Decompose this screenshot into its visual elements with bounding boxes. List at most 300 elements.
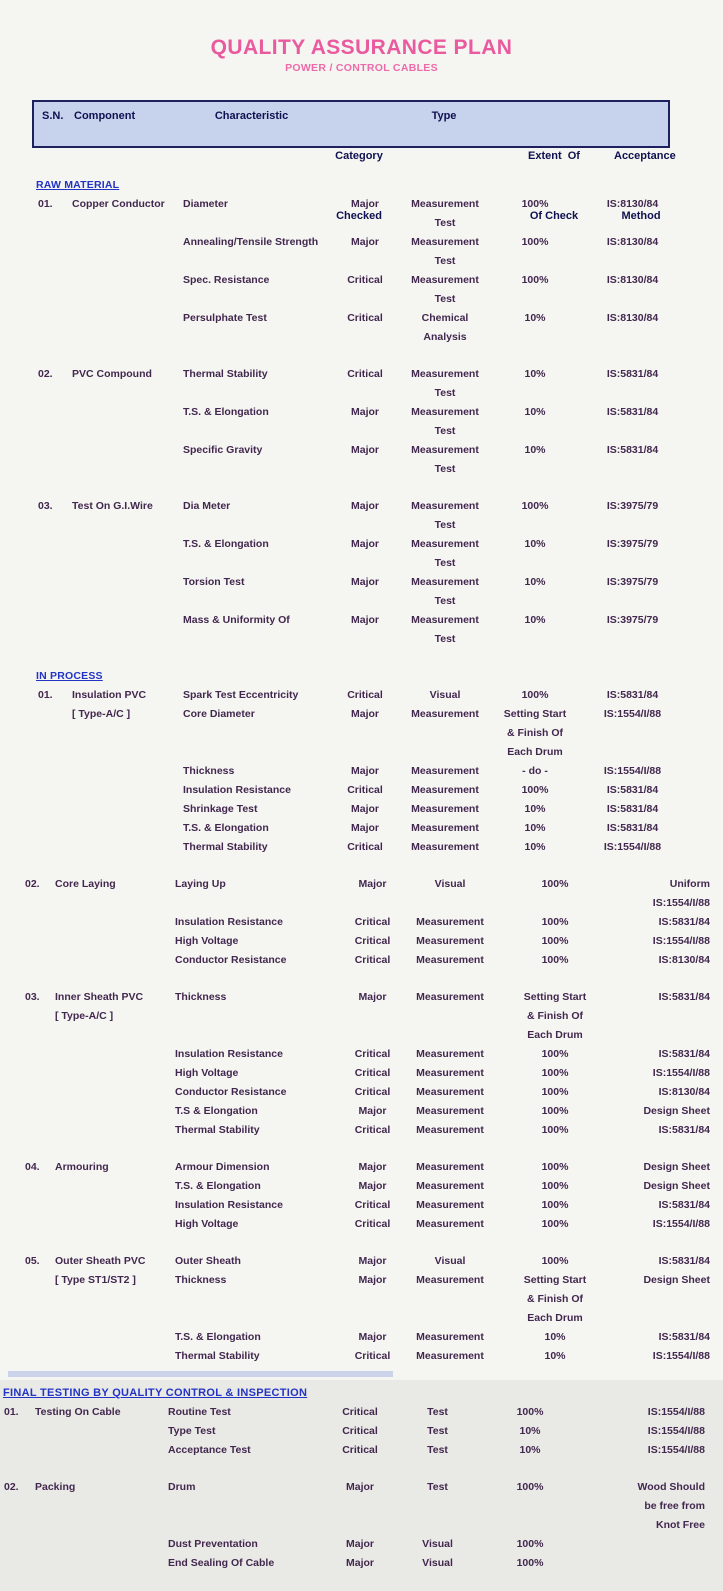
- cell-type: [405, 1121, 495, 1140]
- cell-extent-line: Each Drum: [507, 746, 563, 758]
- component-name-line: [ Type-A/C ]: [55, 1010, 114, 1022]
- cell-characteristic-line: Thermal Stability: [175, 1350, 260, 1362]
- cell-characteristic-line: Type Test: [168, 1425, 216, 1437]
- component-name-line: Copper Conductor: [72, 198, 165, 210]
- cell-extent: [490, 819, 580, 838]
- component-name-line: Armouring: [55, 1161, 109, 1173]
- cell-extent-line: 100%: [521, 236, 549, 248]
- cell-type-line: Measurement: [416, 1274, 484, 1286]
- cell-acceptance: [580, 573, 685, 592]
- component-item: [0, 1252, 723, 1366]
- cell-extent-line: 10%: [524, 444, 546, 456]
- cell-category-line: Critical: [354, 954, 391, 966]
- table-row: [175, 1252, 723, 1271]
- cell-extent-line: 100%: [541, 1218, 569, 1230]
- table-row: [168, 1441, 723, 1460]
- cell-characteristic: [183, 705, 330, 724]
- cell-characteristic-line: Outer Sheath: [175, 1255, 241, 1267]
- cell-extent: [495, 951, 615, 970]
- cell-characteristic-line: T.S. & Elongation: [183, 538, 269, 550]
- cell-acceptance-line: IS:1554/I/88: [603, 708, 662, 720]
- cell-type-line: Test: [427, 1425, 448, 1437]
- cell-extent-line: 10%: [524, 538, 546, 550]
- cell-characteristic: [183, 800, 330, 819]
- cell-category: [330, 1478, 390, 1497]
- cell-extent: [495, 1121, 615, 1140]
- table-row: [183, 403, 723, 441]
- cell-acceptance-line: Design Sheet: [643, 1274, 710, 1286]
- cell-type-line: Measurement: [416, 1218, 484, 1230]
- page-subtitle: POWER / CONTROL CABLES: [285, 62, 438, 74]
- cell-acceptance-line: IS:5831/84: [606, 444, 659, 456]
- cell-extent: [495, 1347, 615, 1366]
- cell-characteristic-line: T.S & Elongation: [175, 1105, 258, 1117]
- cell-category: [340, 1347, 405, 1366]
- cell-acceptance: [575, 1441, 705, 1460]
- cell-characteristic: [175, 932, 340, 951]
- cell-extent-line: & Finish Of: [527, 1293, 583, 1305]
- section-heading: FINAL TESTING BY QUALITY CONTROL & INSPECTION: [3, 1387, 308, 1399]
- cell-category-line: Major: [345, 1557, 374, 1569]
- cell-acceptance: [580, 800, 685, 819]
- cell-acceptance: [615, 1347, 710, 1366]
- cell-type: [405, 875, 495, 894]
- cell-extent-line: 10%: [524, 368, 546, 380]
- cell-characteristic-line: Insulation Resistance: [175, 1048, 283, 1060]
- table-row: [183, 365, 723, 403]
- cell-characteristic: [168, 1441, 330, 1460]
- cell-extent: [495, 1252, 615, 1271]
- cell-characteristic-line: High Voltage: [175, 1218, 239, 1230]
- item-rows: [175, 1158, 723, 1234]
- cell-category-line: Major: [350, 708, 379, 720]
- cell-category-line: Critical: [354, 1218, 391, 1230]
- cell-acceptance-line: IS:5831/84: [658, 1199, 710, 1211]
- cell-characteristic: [183, 838, 330, 857]
- cell-characteristic: [175, 1347, 340, 1366]
- cell-extent: [485, 1403, 575, 1422]
- cell-extent: [485, 1535, 575, 1554]
- cell-acceptance: [615, 988, 710, 1007]
- table-row: [175, 1177, 723, 1196]
- cell-extent: [495, 1064, 615, 1083]
- cell-category-line: Critical: [354, 935, 391, 947]
- table-row: [183, 271, 723, 309]
- cell-characteristic: [183, 686, 330, 705]
- cell-category-line: Critical: [342, 1444, 378, 1456]
- cell-category: [330, 838, 400, 857]
- cell-type: [400, 309, 490, 347]
- cell-type-line: Measurement Test: [411, 538, 479, 569]
- header-acceptance: Acceptance Method: [614, 150, 676, 222]
- component-item: [0, 365, 723, 479]
- item-rows: [183, 497, 723, 649]
- cell-characteristic-line: Insulation Resistance: [175, 1199, 283, 1211]
- cell-extent: [490, 762, 580, 781]
- component-name-line: [ Type ST1/ST2 ]: [55, 1274, 136, 1286]
- cell-characteristic-line: Dust Preventation: [168, 1538, 258, 1550]
- cell-type-line: Measurement Test: [411, 406, 479, 437]
- cell-extent-line: 100%: [516, 1406, 544, 1418]
- cell-category: [330, 233, 400, 252]
- cell-category: [340, 1328, 405, 1347]
- cell-type: [400, 271, 490, 309]
- cell-type-line: Measurement Test: [411, 368, 479, 399]
- cell-extent: [490, 233, 580, 252]
- cell-characteristic: [175, 1196, 340, 1215]
- cell-type: [400, 573, 490, 611]
- serial-number: 02.: [25, 878, 40, 890]
- component-name: [55, 875, 175, 894]
- cell-type: [390, 1535, 485, 1554]
- cell-type-line: Measurement: [416, 1086, 484, 1098]
- cell-category-line: Major: [358, 1255, 387, 1267]
- table-row: [168, 1535, 723, 1554]
- component-item: [0, 686, 723, 857]
- cell-type: [405, 1083, 495, 1102]
- cell-category-line: Critical: [347, 312, 383, 324]
- cell-type: [400, 686, 490, 705]
- cell-extent-line: 10%: [524, 841, 546, 853]
- cell-acceptance: [580, 762, 685, 781]
- cell-type: [400, 233, 490, 271]
- cell-characteristic-line: Diameter: [183, 198, 228, 210]
- cell-characteristic: [175, 1252, 340, 1271]
- cell-type: [405, 1064, 495, 1083]
- cell-extent: [490, 781, 580, 800]
- cell-acceptance-line: IS:8130/84: [606, 198, 659, 210]
- cell-characteristic: [175, 1158, 340, 1177]
- header-category: Category Checked: [335, 150, 383, 222]
- table-row: [175, 1328, 723, 1347]
- table-row: [183, 800, 723, 819]
- cell-characteristic: [168, 1478, 330, 1497]
- cell-characteristic: [183, 309, 330, 328]
- cell-type: [390, 1554, 485, 1573]
- cell-extent: [495, 1196, 615, 1215]
- cell-category: [330, 762, 400, 781]
- cell-type-line: Measurement Test: [411, 576, 479, 607]
- table-row: [183, 441, 723, 479]
- cell-acceptance: [580, 271, 685, 290]
- component-item: [0, 195, 723, 347]
- cell-extent-line: 10%: [519, 1444, 541, 1456]
- cell-characteristic: [183, 535, 330, 554]
- component-name-line: Outer Sheath PVC: [55, 1255, 146, 1267]
- cell-characteristic: [183, 195, 330, 214]
- serial-number: 02.: [4, 1481, 19, 1493]
- component-item: [0, 1158, 723, 1234]
- table-row: [175, 1158, 723, 1177]
- cell-category-line: Critical: [347, 274, 383, 286]
- cell-characteristic: [183, 441, 330, 460]
- cell-extent-line: 100%: [541, 1180, 569, 1192]
- cell-type: [405, 988, 495, 1007]
- cell-type: [405, 1328, 495, 1347]
- cell-extent-line: 10%: [524, 576, 546, 588]
- cell-extent: [490, 705, 580, 762]
- table-row: [168, 1554, 723, 1573]
- cell-acceptance: [580, 309, 685, 328]
- cell-category: [330, 686, 400, 705]
- cell-type: [405, 913, 495, 932]
- cell-acceptance: [615, 1102, 710, 1121]
- cell-acceptance-line: IS:5831/84: [658, 916, 710, 928]
- cell-type-line: Measurement: [411, 708, 479, 720]
- cell-acceptance-line: IS:3975/79: [606, 576, 659, 588]
- table-section: [0, 176, 723, 649]
- item-rows: [175, 875, 723, 970]
- cell-acceptance-line: IS:1554/I/88: [603, 765, 662, 777]
- cell-characteristic: [175, 1064, 340, 1083]
- cell-characteristic: [183, 403, 330, 422]
- cell-extent-line: Setting Start: [523, 1274, 587, 1286]
- table-row: [175, 1045, 723, 1064]
- cell-extent-line: 10%: [524, 614, 546, 626]
- cell-category-line: Critical: [354, 1086, 391, 1098]
- cell-category-line: Major: [350, 198, 379, 210]
- cell-category: [330, 819, 400, 838]
- cell-type: [400, 441, 490, 479]
- cell-category: [330, 195, 400, 214]
- cell-category-line: Major: [350, 406, 379, 418]
- serial-number: 02.: [38, 368, 53, 380]
- table-row: [175, 1196, 723, 1215]
- cell-characteristic-line: Dia Meter: [183, 500, 231, 512]
- cell-extent-line: 100%: [541, 1161, 569, 1173]
- component-name-line: [ Type-A/C ]: [72, 708, 131, 720]
- cell-characteristic-line: Core Diameter: [183, 708, 255, 720]
- cell-category-line: Critical: [354, 916, 391, 928]
- cell-acceptance: [580, 611, 685, 630]
- cell-extent: [490, 800, 580, 819]
- cell-characteristic-line: Annealing/Tensile Strength: [183, 236, 319, 248]
- cell-type: [405, 1158, 495, 1177]
- cell-acceptance-line: Uniform: [669, 878, 710, 890]
- cell-category-line: Major: [358, 1274, 387, 1286]
- table-row: [183, 497, 723, 535]
- cell-characteristic: [183, 762, 330, 781]
- cell-acceptance: [575, 1478, 705, 1535]
- cell-extent-line: 10%: [524, 803, 546, 815]
- cell-acceptance: [615, 913, 710, 932]
- cell-acceptance-line: IS:5831/84: [606, 689, 659, 701]
- table-row: [175, 988, 723, 1045]
- table-row: [175, 1271, 723, 1328]
- cell-acceptance-line: IS:5831/84: [606, 822, 659, 834]
- component-item: [0, 988, 723, 1140]
- cell-acceptance-line: Knot Free: [655, 1519, 705, 1531]
- cell-acceptance: [580, 365, 685, 384]
- table-row: [175, 1064, 723, 1083]
- serial-number: 03.: [38, 500, 53, 512]
- cell-characteristic-line: Thickness: [175, 1274, 227, 1286]
- cell-characteristic-line: Persulphate Test: [183, 312, 267, 324]
- cell-characteristic: [183, 233, 330, 252]
- component-name: [72, 195, 183, 214]
- component-item: [0, 497, 723, 649]
- cell-extent: [495, 913, 615, 932]
- table-row: [175, 1102, 723, 1121]
- component-item: [0, 875, 723, 970]
- table-row: [183, 573, 723, 611]
- item-rows: [183, 365, 723, 479]
- component-name: [35, 1403, 168, 1422]
- cell-characteristic: [183, 611, 330, 630]
- cell-category: [330, 611, 400, 630]
- cell-acceptance: [615, 951, 710, 970]
- cell-category-line: Major: [358, 1180, 387, 1192]
- cell-category: [330, 1403, 390, 1422]
- cell-characteristic: [183, 271, 330, 290]
- cell-type-line: Measurement Test: [411, 614, 479, 645]
- cell-extent: [490, 535, 580, 554]
- cell-type: [400, 819, 490, 838]
- cell-type-line: Measurement Test: [411, 444, 479, 475]
- table-row: [168, 1403, 723, 1422]
- cell-type: [400, 535, 490, 573]
- cell-type-line: Visual: [429, 689, 461, 701]
- cell-extent: [490, 365, 580, 384]
- cell-acceptance-line: IS:3975/79: [606, 614, 659, 626]
- cell-category: [340, 1158, 405, 1177]
- cell-acceptance: [580, 535, 685, 554]
- cell-characteristic: [175, 1045, 340, 1064]
- table-row: [175, 913, 723, 932]
- cell-acceptance-line: be free from: [644, 1500, 705, 1512]
- cell-extent-line: 10%: [524, 406, 546, 418]
- table-row: [183, 233, 723, 271]
- cell-type: [400, 705, 490, 724]
- cell-acceptance-line: IS:5831/84: [606, 406, 659, 418]
- cell-category: [330, 271, 400, 290]
- cell-acceptance-line: IS:5831/84: [658, 1255, 710, 1267]
- cell-type-line: Measurement: [416, 1161, 484, 1173]
- component-name: [55, 1158, 175, 1177]
- cell-characteristic: [175, 1271, 340, 1290]
- cell-extent: [495, 1177, 615, 1196]
- table-row: [175, 1347, 723, 1366]
- cell-extent-line: 100%: [541, 1048, 569, 1060]
- cell-extent-line: 100%: [541, 954, 569, 966]
- component-name: [55, 1252, 175, 1290]
- cell-category-line: Critical: [354, 1199, 391, 1211]
- cell-category: [340, 1177, 405, 1196]
- cell-type: [400, 781, 490, 800]
- table-body: [0, 176, 723, 1591]
- cell-category: [330, 781, 400, 800]
- cell-type-line: Visual: [422, 1557, 453, 1569]
- component-name-line: Core Laying: [55, 878, 116, 890]
- cell-category: [330, 705, 400, 724]
- cell-characteristic-line: T.S. & Elongation: [175, 1331, 261, 1343]
- cell-extent: [490, 309, 580, 328]
- table-section: [0, 1384, 723, 1573]
- serial-number: 01.: [4, 1406, 19, 1418]
- cell-extent: [490, 441, 580, 460]
- cell-acceptance: [615, 1271, 710, 1290]
- cell-type: [400, 611, 490, 649]
- cell-extent-line: 10%: [544, 1331, 566, 1343]
- table-row: [183, 309, 723, 347]
- cell-category: [340, 1196, 405, 1215]
- cell-category: [340, 1045, 405, 1064]
- cell-category-line: Critical: [342, 1425, 378, 1437]
- cell-acceptance-line: IS:1554/I/88: [603, 841, 662, 853]
- cell-characteristic-line: Insulation Resistance: [175, 916, 283, 928]
- cell-characteristic-line: Thermal Stability: [183, 368, 268, 380]
- table-row: [175, 932, 723, 951]
- cell-acceptance: [615, 1045, 710, 1064]
- cell-type: [390, 1403, 485, 1422]
- cell-category: [330, 497, 400, 516]
- cell-category-line: Critical: [354, 1048, 391, 1060]
- cell-category-line: Major: [358, 878, 387, 890]
- cell-extent: [495, 932, 615, 951]
- cell-characteristic-line: Thickness: [175, 991, 227, 1003]
- cell-acceptance: [580, 781, 685, 800]
- cell-characteristic: [183, 573, 330, 592]
- table-row: [183, 705, 723, 762]
- cell-characteristic-line: Shrinkage Test: [183, 803, 258, 815]
- cell-category-line: Major: [350, 576, 379, 588]
- cell-type: [405, 1252, 495, 1271]
- cell-extent-line: & Finish Of: [507, 727, 563, 739]
- cell-extent-line: - do -: [522, 765, 548, 777]
- cell-characteristic: [175, 913, 340, 932]
- cell-extent-line: 100%: [521, 198, 549, 210]
- cell-characteristic-line: T.S. & Elongation: [183, 822, 269, 834]
- item-rows: [175, 988, 723, 1140]
- cell-characteristic-line: Drum: [168, 1481, 196, 1493]
- cell-extent-line: Setting Start: [523, 991, 587, 1003]
- component-name: [72, 497, 183, 516]
- cell-type: [400, 497, 490, 535]
- cell-type-line: Measurement Test: [411, 236, 479, 267]
- component-item: [0, 1403, 723, 1460]
- cell-characteristic-line: Mass & Uniformity Of: [183, 614, 290, 626]
- cell-characteristic-line: Torsion Test: [183, 576, 245, 588]
- header-extent: Extent Of Of Check: [528, 150, 580, 222]
- cell-type-line: Visual: [434, 1255, 466, 1267]
- cell-acceptance: [575, 1403, 705, 1422]
- cell-acceptance: [575, 1422, 705, 1441]
- cell-category: [340, 1215, 405, 1234]
- cell-extent: [495, 1158, 615, 1177]
- cell-characteristic: [183, 497, 330, 516]
- cell-category-line: Critical: [354, 1350, 391, 1362]
- cell-category-line: Major: [345, 1481, 374, 1493]
- cell-characteristic: [175, 1102, 340, 1121]
- cell-acceptance: [580, 233, 685, 252]
- cell-type-line: Measurement: [416, 1350, 484, 1362]
- cell-characteristic: [168, 1403, 330, 1422]
- cell-extent-line: 100%: [521, 689, 549, 701]
- cell-characteristic: [168, 1535, 330, 1554]
- serial-number: 01.: [38, 198, 53, 210]
- cell-extent: [495, 988, 615, 1045]
- header-sn: S.N.: [42, 110, 64, 122]
- cell-type-line: Measurement: [416, 991, 484, 1003]
- cell-extent: [490, 271, 580, 290]
- cell-type-line: Measurement: [411, 784, 479, 796]
- serial-number: 03.: [25, 991, 40, 1003]
- cell-category: [340, 913, 405, 932]
- cell-extent-line: 100%: [516, 1538, 544, 1550]
- cell-characteristic-line: Thickness: [183, 765, 235, 777]
- cell-extent-line: 100%: [541, 916, 569, 928]
- cell-characteristic-line: T.S. & Elongation: [175, 1180, 261, 1192]
